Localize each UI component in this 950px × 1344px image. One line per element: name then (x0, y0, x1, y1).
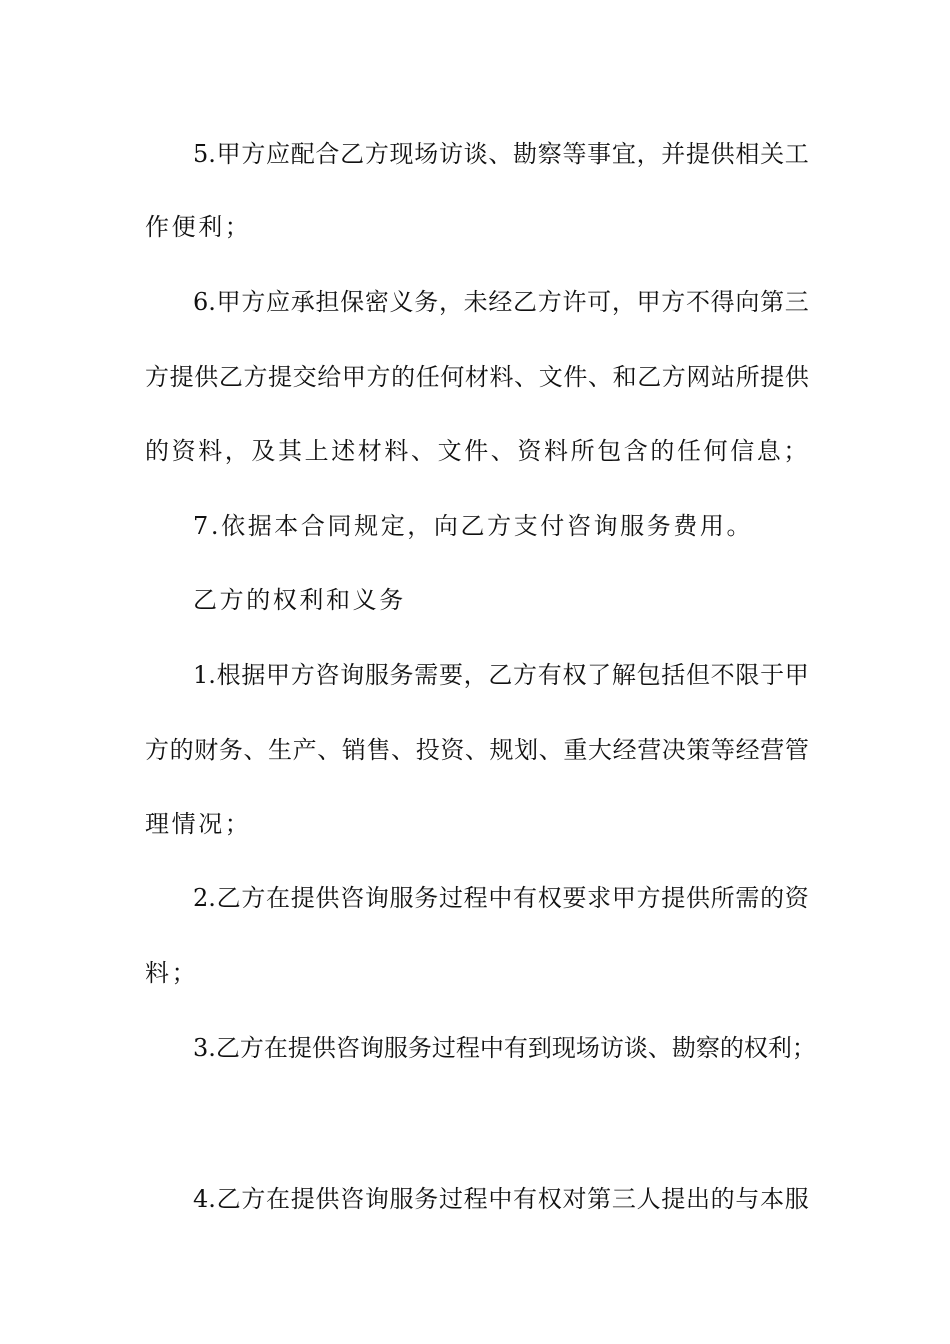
paragraph-7-line-1: 7.依据本合同规定，向乙方支付咨询服务费用。 (193, 512, 754, 540)
paragraph-5-line-1: 5. 甲 方 应 配 合 乙 方 现 场 访 谈 、 勘 察 等 事 宜 ， 并 提 供 相 关 工 (193, 140, 809, 168)
section-heading-party-b: 乙方的权利和义务 (193, 586, 406, 614)
paragraph-6-line-1: 6. 甲 方 应 承 担 保 密 义 务 ， 未 经 乙 方 许 可 ， 甲 方 不 得 向 第 三 (193, 288, 809, 316)
item-1-line-1: 1. 根 据 甲 方 咨 询 服 务 需 要 ， 乙 方 有 权 了 解 包 括 但 不 限 于 甲 (193, 661, 809, 689)
paragraph-5-line-2: 作便利； (145, 213, 252, 241)
item-2-line-1: 2. 乙 方 在 提 供 咨 询 服 务 过 程 中 有 权 要 求 甲 方 提 供 所 需 的 资 (193, 884, 809, 912)
paragraph-6-line-3: 的资料，及其上述材料、文件、资料所包含的任何信息； (145, 437, 810, 465)
item-1-line-2: 方 的 财 务 、 生 产 、 销 售 、 投 资 、 规 划 、 重 大 经 营 决 策 等 经 营 管 (145, 736, 809, 764)
item-4-line-1: 4. 乙 方 在 提 供 咨 询 服 务 过 程 中 有 权 对 第 三 人 提 出 的 与 本 服 (193, 1185, 809, 1213)
item-3-line-1: 3. 乙 方 在 提 供 咨 询 服 务 过 程 中 有 到 现 场 访 谈 、 勘 察 的 权 利 ； (193, 1034, 816, 1062)
paragraph-6-line-2: 方 提 供 乙 方 提 交 给 甲 方 的 任 何 材 料 、 文 件 、 和 乙 方 网 站 所 提 供 (145, 363, 809, 391)
item-2-line-2: 料； (145, 959, 199, 987)
item-1-line-3: 理情况； (145, 810, 252, 838)
